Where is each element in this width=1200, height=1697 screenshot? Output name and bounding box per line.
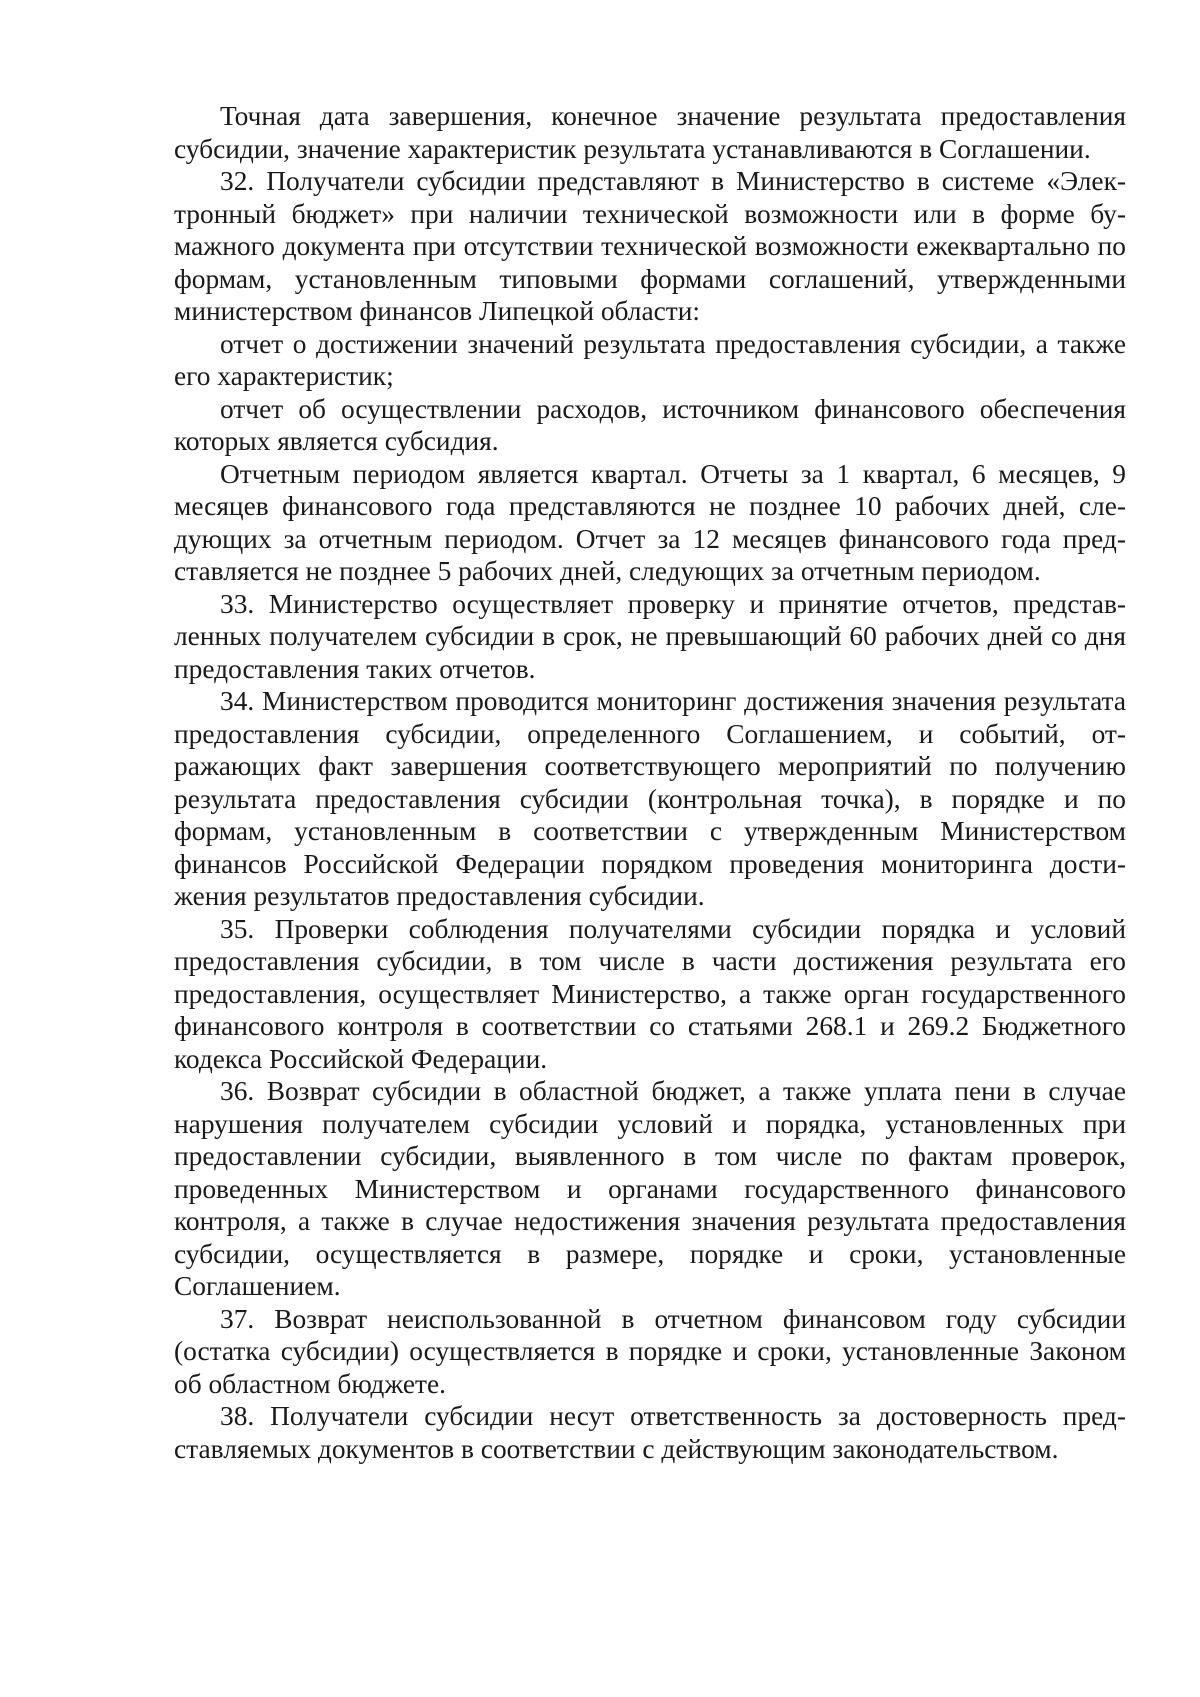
paragraph-report-achievement: отчет о достижении значений результата предоставления субсидии, а также его характеристик;	[174, 328, 1126, 391]
paragraph-32-reports: 32. Получатели субсидии представляют в Министерство в системе «Электронный бюджет» при наличии технической возможности или в форме бумажного документа при отсутствии технической возможности ежеквартально по формам, установленным типовыми формами соглашений, утвержденными министерством финансов Липецкой области:	[174, 166, 1126, 326]
paragraph-33-verification: 33. Министерство осуществляет проверку и принятие отчетов, представленных получателем субсидии в срок, не превышающий 60 рабочих дней со дня предоставления таких отчетов.	[174, 588, 1126, 684]
paragraph-35-inspections: 35. Проверки соблюдения получателями субсидии порядка и условий предоставления субсидии, в том числе в части достижения результата его предоставления, осуществляет Министерство, а также орган государственного финансового контроля в соответствии со статьями 268.1 и 269.2 Бюджетного кодекса Российской Федерации.	[174, 913, 1126, 1074]
paragraph-report-expenses: отчет об осуществлении расходов, источником финансового обеспечения которых является субсидия.	[174, 393, 1126, 456]
paragraph-38-responsibility: 38. Получатели субсидии несут ответственность за достоверность представляемых документов в соответствии с действующим законодательством.	[174, 1401, 1126, 1464]
paragraph-36-refund: 36. Возврат субсидии в областной бюджет, а также уплата пени в случае нарушения получателем субсидии условий и порядка, установленных при предоставлении субсидии, выявленного в том числе по фактам проверок, проведенных Министерством и органами государственного финансового контроля, а также в случае недостижения значения результата предоставления субсидии, осуществляется в размере, порядке и сроки, установленные Соглашением.	[174, 1076, 1126, 1301]
paragraph-reporting-period: Отчетным периодом является квартал. Отчеты за 1 квартал, 6 месяцев, 9 месяцев финансового года представляются не позднее 10 рабочих дней, следующих за отчетным периодом. Отчет за 12 месяцев финансового года представляется не позднее 5 рабочих дней, следующих за отчетным периодом.	[174, 458, 1126, 586]
paragraph-37-unused-refund: 37. Возврат неиспользованной в отчетном финансовом году субсидии (остатка субсидии) осуществляется в порядке и сроки, установленные Законом об областном бюджете.	[174, 1303, 1126, 1399]
document-body	[174, 100, 1126, 1465]
paragraph-result-date: Точная дата завершения, конечное значение результата предоставления субсидии, значение характеристик результата устанавливаются в Соглашении.	[174, 101, 1126, 164]
paragraph-34-monitoring: 34. Министерством проводится мониторинг достижения значения результата предоставления субсидии, определенного Соглашением, и событий, отражающих факт завершения соответствующего мероприятий по получению результата предоставления субсидии (контрольная точка), в порядке и по формам, установленным в соответствии с утвержденным Министерством финансов Российской Федерации порядком проведения мониторинга достижения результатов предоставления субсидии.	[174, 686, 1126, 911]
